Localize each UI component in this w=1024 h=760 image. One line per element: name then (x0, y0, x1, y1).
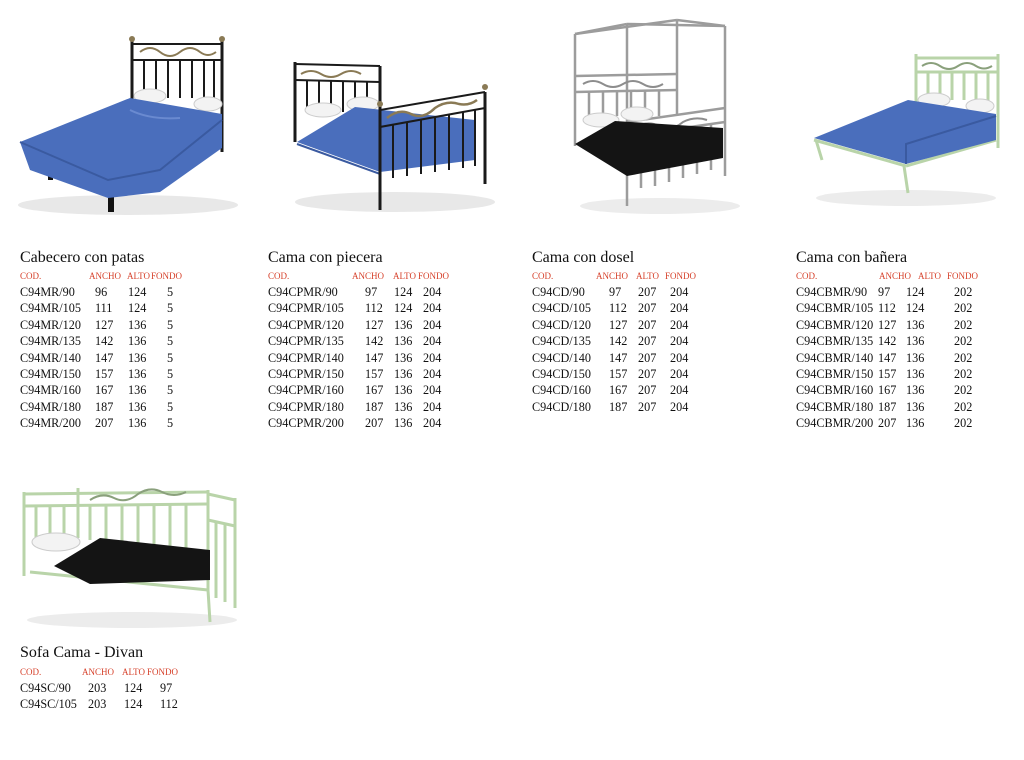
fondo-cell: 204 (670, 317, 689, 332)
alto-cell: 207 (638, 399, 657, 414)
ancho-cell: 207 (95, 416, 114, 431)
cod-cell: C94CBMR/90 (796, 285, 868, 299)
fondo-cell: 5 (167, 383, 174, 398)
fondo-cell: 204 (423, 383, 442, 398)
fondo-cell: 202 (954, 399, 973, 414)
ancho-cell: 167 (609, 383, 628, 398)
cod-cell: C94SC/105 (20, 697, 77, 712)
alto-cell: 207 (638, 285, 657, 299)
column-header-fondo: FONDO (947, 271, 979, 281)
alto-cell: 136 (394, 383, 413, 398)
ancho-cell: 157 (878, 366, 897, 381)
alto-cell: 136 (128, 416, 147, 431)
fondo-cell: 202 (954, 317, 973, 332)
ancho-cell: 203 (88, 697, 107, 712)
fondo-cell: 202 (954, 366, 973, 381)
cod-cell: C94CBMR/105 (796, 301, 874, 316)
column-header-fondo: FONDO (151, 271, 183, 281)
fondo-cell: 204 (423, 416, 442, 431)
cod-cell: C94CD/135 (532, 334, 591, 349)
ancho-cell: 207 (365, 416, 384, 431)
product-title: Cama con piecera (268, 249, 383, 266)
cod-cell: C94CBMR/140 (796, 350, 874, 365)
cod-cell: C94MR/180 (20, 399, 81, 414)
cod-cell: C94CBMR/135 (796, 334, 874, 349)
alto-cell: 124 (906, 285, 925, 299)
fondo-cell: 5 (167, 366, 174, 381)
ancho-cell: 147 (365, 350, 384, 365)
ancho-cell: 112 (878, 301, 896, 316)
fondo-cell: 204 (670, 350, 689, 365)
fondo-cell: 5 (167, 416, 174, 431)
alto-cell: 136 (128, 366, 147, 381)
cod-cell: C94CPMR/140 (268, 350, 344, 365)
fondo-cell: 204 (670, 285, 689, 299)
ancho-cell: 203 (88, 681, 107, 695)
column-header-ancho: ANCHO (89, 271, 122, 281)
column-header-alto: ALTO (636, 271, 660, 281)
column-header-cod: COD. (532, 271, 554, 281)
canopy-bed-image (565, 16, 745, 216)
product-title: Cama con bañera (796, 249, 908, 266)
fondo-cell: 204 (423, 350, 442, 365)
fondo-cell: 204 (423, 334, 442, 349)
fondo-cell: 204 (423, 399, 442, 414)
cod-cell: C94CPMR/120 (268, 317, 344, 332)
ancho-cell: 157 (609, 366, 628, 381)
alto-cell: 136 (906, 334, 925, 349)
alto-cell: 136 (906, 317, 925, 332)
ancho-cell: 127 (95, 317, 114, 332)
alto-cell: 207 (638, 383, 657, 398)
cod-cell: C94MR/200 (20, 416, 81, 431)
alto-cell: 136 (128, 334, 147, 349)
bed-with-frame-rail-image (808, 48, 1008, 208)
cod-cell: C94CPMR/180 (268, 399, 344, 414)
fondo-cell: 204 (423, 301, 442, 316)
cod-cell: C94CD/90 (532, 285, 585, 299)
ancho-cell: 142 (365, 334, 384, 349)
ancho-cell: 97 (365, 285, 378, 299)
fondo-cell: 204 (423, 285, 442, 299)
ancho-cell: 97 (609, 285, 622, 299)
cod-cell: C94CD/180 (532, 399, 591, 414)
column-header-ancho: ANCHO (352, 271, 385, 281)
column-header-alto: ALTO (918, 271, 942, 281)
cod-cell: C94MR/150 (20, 366, 81, 381)
column-header-cod: COD. (268, 271, 290, 281)
fondo-cell: 112 (160, 697, 178, 712)
alto-cell: 136 (394, 416, 413, 431)
alto-cell: 124 (124, 681, 143, 695)
column-header-cod: COD. (796, 271, 818, 281)
product-title: Sofa Cama - Divan (20, 644, 144, 661)
ancho-cell: 142 (95, 334, 114, 349)
sofa-bed-divan-image (20, 480, 245, 630)
fondo-cell: 5 (167, 334, 174, 349)
cod-cell: C94MR/90 (20, 285, 75, 299)
cod-cell: C94MR/120 (20, 317, 81, 332)
product-title: Cama con dosel (532, 249, 635, 266)
cod-cell: C94CD/160 (532, 383, 591, 398)
ancho-cell: 187 (878, 399, 897, 414)
column-header-ancho: ANCHO (879, 271, 912, 281)
ancho-cell: 111 (95, 301, 113, 316)
ancho-cell: 147 (95, 350, 114, 365)
alto-cell: 136 (394, 366, 413, 381)
ancho-cell: 97 (878, 285, 891, 299)
column-header-fondo: FONDO (665, 271, 697, 281)
fondo-cell: 204 (670, 399, 689, 414)
alto-cell: 124 (394, 301, 413, 316)
ancho-cell: 142 (609, 334, 628, 349)
cod-cell: C94CD/105 (532, 301, 591, 316)
alto-cell: 207 (638, 301, 657, 316)
cod-cell: C94CPMR/150 (268, 366, 344, 381)
alto-cell: 136 (394, 399, 413, 414)
fondo-cell: 204 (423, 366, 442, 381)
ancho-cell: 112 (365, 301, 383, 316)
fondo-cell: 5 (167, 317, 174, 332)
cod-cell: C94MR/135 (20, 334, 81, 349)
fondo-cell: 202 (954, 383, 973, 398)
alto-cell: 207 (638, 334, 657, 349)
alto-cell: 136 (394, 350, 413, 365)
ancho-cell: 142 (878, 334, 897, 349)
cod-cell: C94CBMR/200 (796, 416, 874, 431)
ancho-cell: 167 (95, 383, 114, 398)
alto-cell: 124 (128, 285, 147, 299)
alto-cell: 124 (906, 301, 925, 316)
cod-cell: C94MR/105 (20, 301, 81, 316)
column-header-fondo: FONDO (147, 667, 179, 677)
fondo-cell: 204 (670, 366, 689, 381)
alto-cell: 136 (906, 383, 925, 398)
headboard-with-legs-bed-image (10, 30, 240, 220)
column-header-cod: COD. (20, 271, 42, 281)
cod-cell: C94CD/140 (532, 350, 591, 365)
fondo-cell: 202 (954, 301, 973, 316)
alto-cell: 136 (394, 334, 413, 349)
fondo-cell: 204 (423, 317, 442, 332)
alto-cell: 136 (128, 383, 147, 398)
cod-cell: C94CD/120 (532, 317, 591, 332)
ancho-cell: 187 (365, 399, 384, 414)
column-header-ancho: ANCHO (82, 667, 115, 677)
fondo-cell: 5 (167, 301, 174, 316)
ancho-cell: 167 (878, 383, 897, 398)
alto-cell: 207 (638, 317, 657, 332)
alto-cell: 136 (906, 350, 925, 365)
bed-with-footboard-image (285, 52, 495, 217)
cod-cell: C94SC/90 (20, 681, 71, 695)
fondo-cell: 202 (954, 285, 973, 299)
alto-cell: 136 (394, 317, 413, 332)
fondo-cell: 202 (954, 334, 973, 349)
ancho-cell: 112 (609, 301, 627, 316)
ancho-cell: 147 (609, 350, 628, 365)
column-header-cod: COD. (20, 667, 42, 677)
ancho-cell: 157 (365, 366, 384, 381)
column-header-ancho: ANCHO (596, 271, 629, 281)
alto-cell: 136 (906, 399, 925, 414)
ancho-cell: 187 (95, 399, 114, 414)
cod-cell: C94CPMR/105 (268, 301, 344, 316)
alto-cell: 136 (906, 416, 925, 431)
product-title: Cabecero con patas (20, 249, 145, 266)
cod-cell: C94CD/150 (532, 366, 591, 381)
cod-cell: C94CPMR/160 (268, 383, 344, 398)
fondo-cell: 202 (954, 416, 973, 431)
fondo-cell: 5 (167, 399, 174, 414)
cod-cell: C94CBMR/120 (796, 317, 874, 332)
ancho-cell: 187 (609, 399, 628, 414)
column-header-fondo: FONDO (418, 271, 450, 281)
cod-cell: C94MR/160 (20, 383, 81, 398)
fondo-cell: 202 (954, 350, 973, 365)
fondo-cell: 97 (160, 681, 173, 695)
ancho-cell: 127 (878, 317, 897, 332)
fondo-cell: 5 (167, 285, 174, 299)
fondo-cell: 204 (670, 383, 689, 398)
alto-cell: 124 (394, 285, 413, 299)
alto-cell: 136 (128, 350, 147, 365)
ancho-cell: 96 (95, 285, 108, 299)
ancho-cell: 127 (365, 317, 384, 332)
ancho-cell: 127 (609, 317, 628, 332)
fondo-cell: 204 (670, 301, 689, 316)
alto-cell: 207 (638, 350, 657, 365)
column-header-alto: ALTO (127, 271, 151, 281)
ancho-cell: 167 (365, 383, 384, 398)
cod-cell: C94MR/140 (20, 350, 81, 365)
ancho-cell: 207 (878, 416, 897, 431)
alto-cell: 207 (638, 366, 657, 381)
cod-cell: C94CBMR/180 (796, 399, 874, 414)
column-header-alto: ALTO (393, 271, 417, 281)
column-header-alto: ALTO (122, 667, 146, 677)
cod-cell: C94CBMR/150 (796, 366, 874, 381)
alto-cell: 124 (124, 697, 143, 712)
cod-cell: C94CPMR/135 (268, 334, 344, 349)
alto-cell: 136 (128, 399, 147, 414)
cod-cell: C94CBMR/160 (796, 383, 874, 398)
alto-cell: 124 (128, 301, 147, 316)
alto-cell: 136 (906, 366, 925, 381)
cod-cell: C94CPMR/200 (268, 416, 344, 431)
ancho-cell: 157 (95, 366, 114, 381)
fondo-cell: 5 (167, 350, 174, 365)
ancho-cell: 147 (878, 350, 897, 365)
cod-cell: C94CPMR/90 (268, 285, 338, 299)
fondo-cell: 204 (670, 334, 689, 349)
alto-cell: 136 (128, 317, 147, 332)
